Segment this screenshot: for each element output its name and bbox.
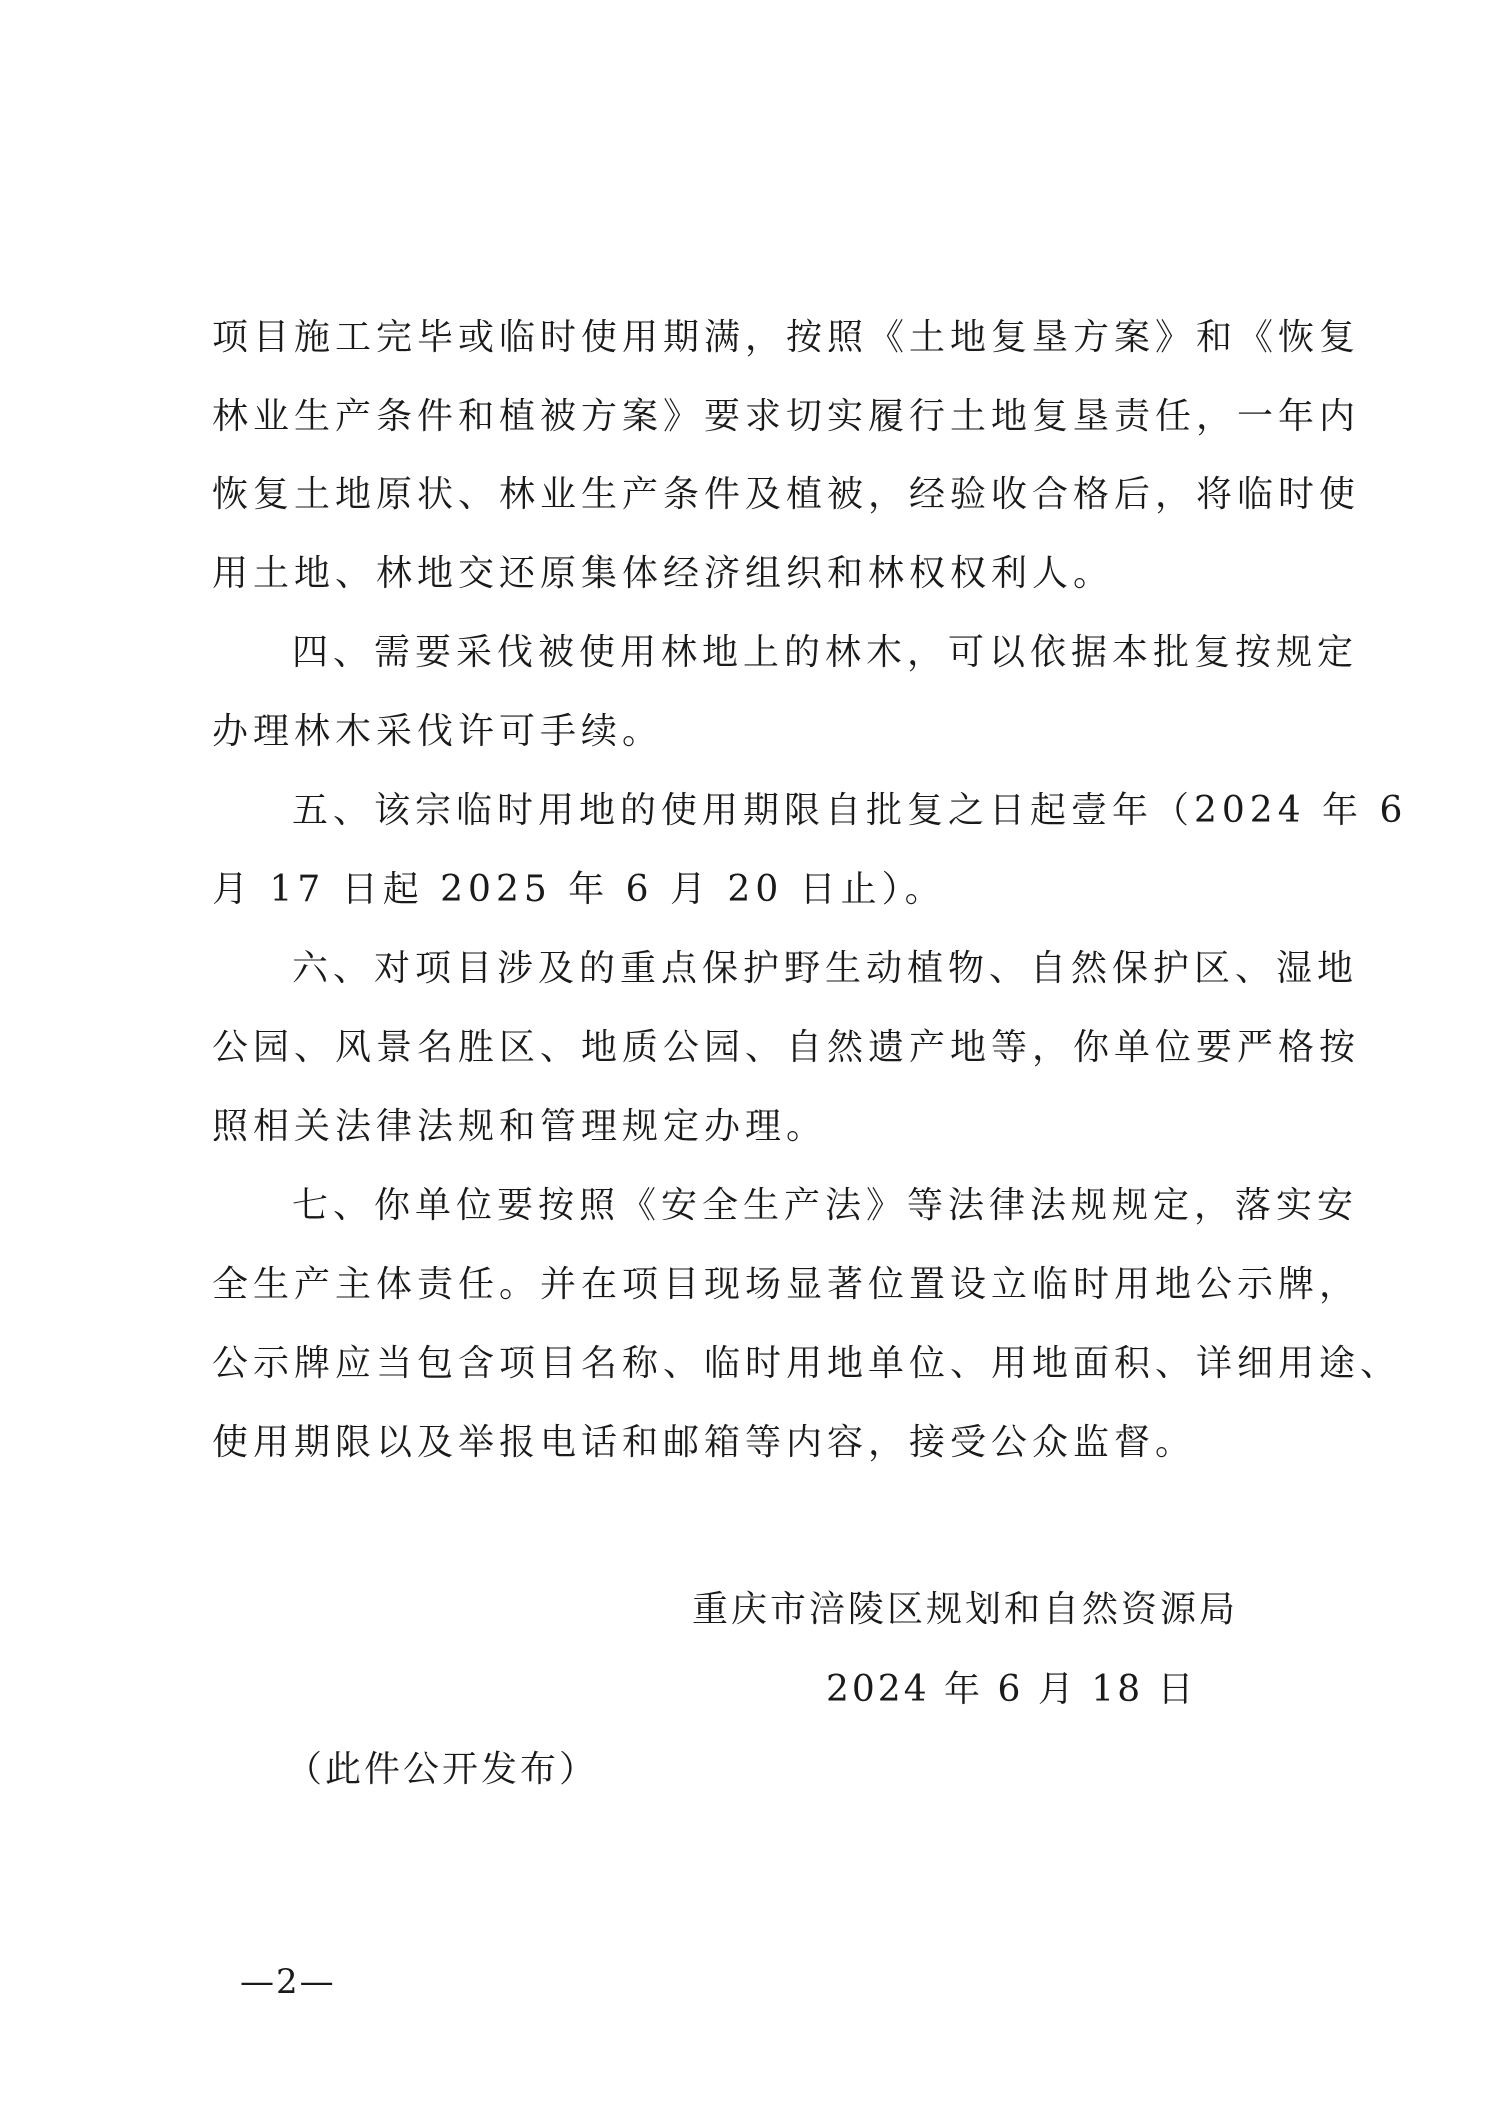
paragraph-7-line-2: 全生产主体责任。并在项目现场显著位置设立临时用地公示牌， [212, 1264, 1361, 1305]
page-number: —2— [240, 1962, 336, 2002]
paragraph-5-line-2: 月 17 日起 2025 年 6 月 20 日止）。 [212, 869, 946, 910]
paragraph-7-line-1: 七、你单位要按照《安全生产法》等法律法规规定，落实安 [292, 1185, 1359, 1226]
paragraph-6-line-2: 公园、风景名胜区、地质公园、自然遗产地等，你单位要严格按 [212, 1027, 1361, 1068]
body-line-2: 林业生产条件和植被方案》要求切实履行土地复垦责任，一年内 [212, 396, 1361, 437]
paragraph-4-line-1: 四、需要采伐被使用林地上的林木，可以依据本批复按规定 [292, 632, 1359, 673]
paragraph-5-line-1: 五、该宗临时用地的使用期限自批复之日起壹年（2024 年 6 [292, 790, 1408, 831]
issue-date: 2024 年 6 月 18 日 [826, 1669, 1197, 1710]
paragraph-4-line-2: 办理林木采伐许可手续。 [212, 711, 664, 752]
body-line-3: 恢复土地原状、林业生产条件及植被，经验收合格后，将临时使 [212, 474, 1361, 515]
body-line-1: 项目施工完毕或临时使用期满，按照《土地复垦方案》和《恢复 [212, 317, 1361, 358]
paragraph-7-line-3: 公示牌应当包含项目名称、临时用地单位、用地面积、详细用途、 [212, 1343, 1402, 1384]
paragraph-6-line-3: 照相关法律法规和管理规定办理。 [212, 1106, 828, 1147]
paragraph-7-line-4: 使用期限以及举报电话和邮箱等内容，接受公众监督。 [212, 1422, 1197, 1463]
paragraph-6-line-1: 六、对项目涉及的重点保护野生动植物、自然保护区、湿地 [292, 948, 1359, 989]
issuer-name: 重庆市涪陵区规划和自然资源局 [692, 1589, 1239, 1630]
publication-note: （此件公开发布） [286, 1749, 599, 1790]
body-line-4: 用土地、林地交还原集体经济组织和林权权利人。 [212, 553, 1115, 594]
